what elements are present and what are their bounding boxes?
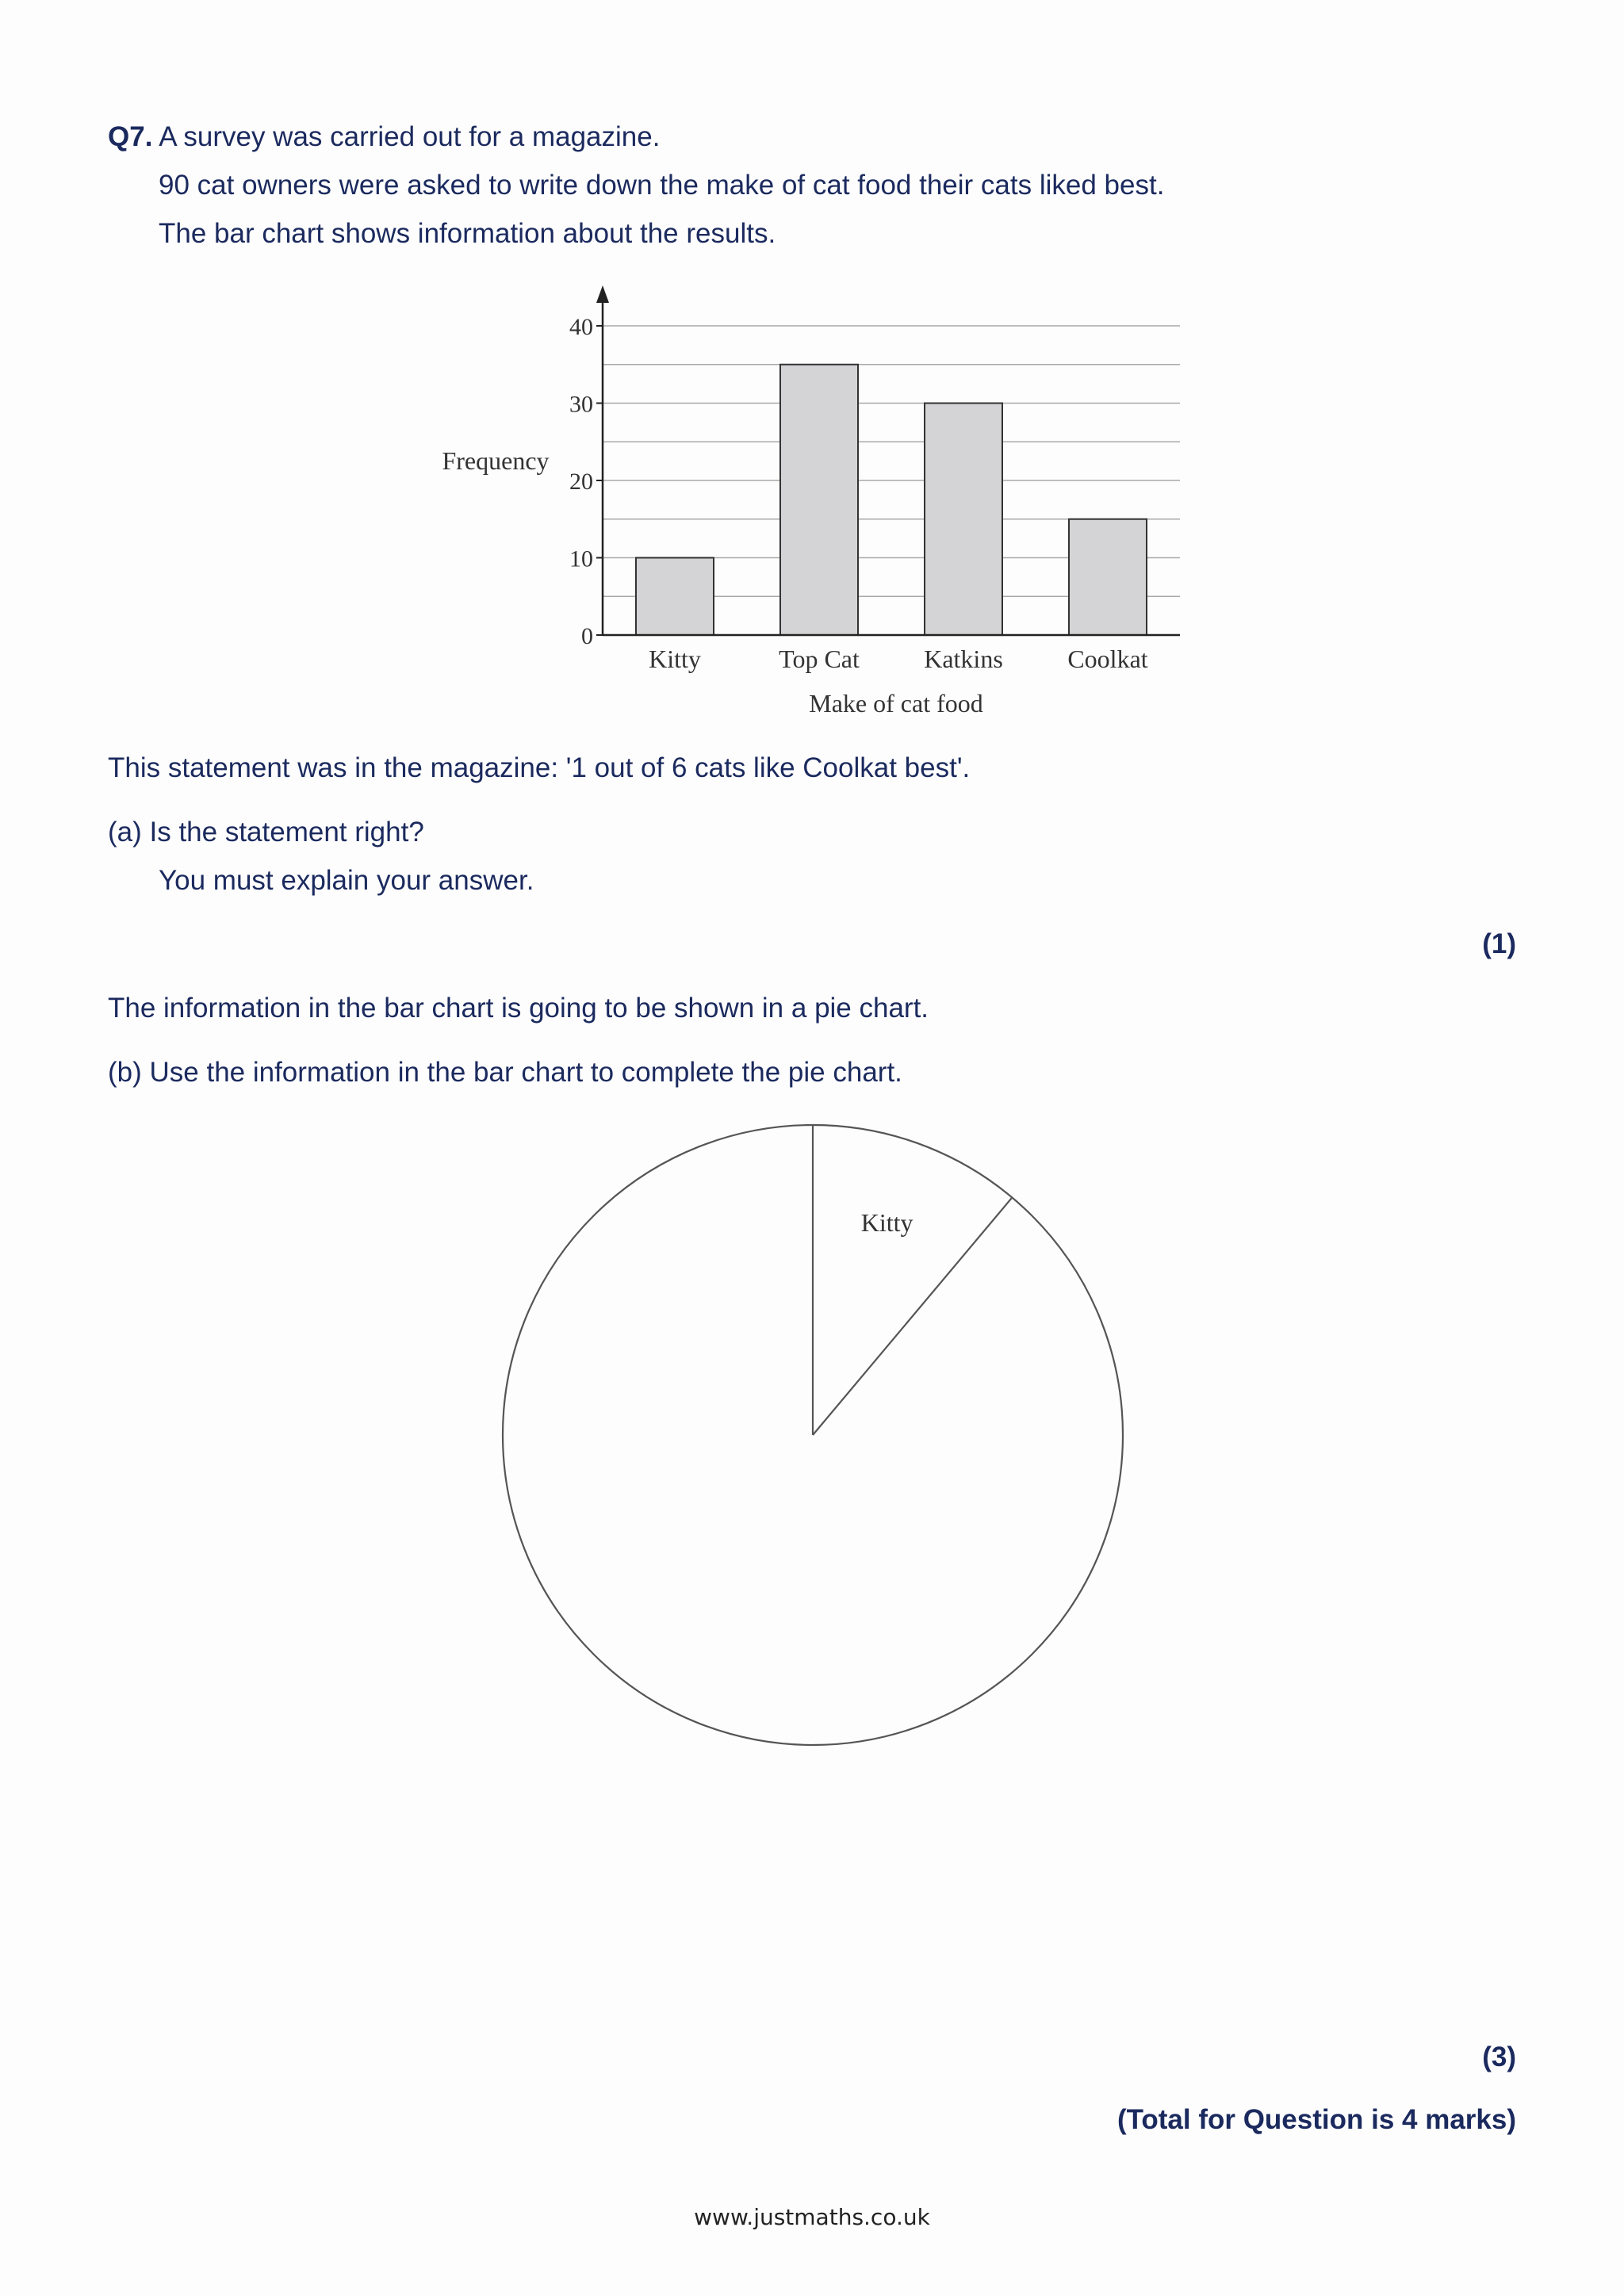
part-a-marks: (1) (1482, 928, 1516, 959)
pie-chart (492, 1114, 1134, 1756)
x-tick-label: Kitty (649, 645, 701, 673)
part-b-marks: (3) (1482, 2042, 1516, 2072)
question-intro-line (108, 121, 660, 154)
question-chart-intro: The bar chart shows information about the results. (159, 218, 776, 249)
y-tick-label: 0 (581, 623, 593, 649)
bar-chart-bars (636, 365, 1147, 635)
question-total-marks: (Total for Question is 4 marks) (1116, 2104, 1516, 2135)
bar-coolkat (1069, 519, 1147, 635)
pie-chart-intro: The information in the bar chart is going to be shown in a pie chart. (108, 993, 929, 1024)
x-tick-label: Katkins (924, 645, 1003, 673)
part-b-question: (b) Use the information in the bar chart to complete the pie chart. (108, 1057, 902, 1088)
magazine-statement: This statement was in the magazine: '1 out of 6 cats like Coolkat best'. (108, 752, 971, 783)
question-number: Q7. (108, 121, 153, 152)
pie-chart-slices (813, 1125, 1012, 1435)
bar-chart-x-axis-label: Make of cat food (809, 689, 983, 718)
y-axis-arrow-icon (596, 285, 609, 303)
part-a-instruction: You must explain your answer. (159, 865, 534, 896)
question-intro: A survey was carried out for a magazine. (159, 121, 661, 152)
x-tick-label: Top Cat (779, 645, 860, 673)
y-tick-label: 40 (569, 314, 593, 340)
footer-website: www.justmaths.co.uk (694, 2204, 930, 2230)
bar-kitty (636, 558, 714, 636)
pie-slice-label: Kitty (860, 1207, 914, 1237)
y-tick-label: 20 (569, 469, 593, 495)
bar-top-cat (780, 365, 858, 635)
x-tick-label: Coolkat (1067, 645, 1148, 673)
pie-chart-labels (861, 1208, 914, 1237)
bar-chart (396, 270, 1237, 729)
question-survey-detail: 90 cat owners were asked to write down the make of cat food their cats liked best. (159, 170, 1165, 201)
bar-katkins (925, 404, 1002, 636)
bar-chart-x-tick-labels (649, 645, 1148, 673)
part-a-question: (a) Is the statement right? (108, 817, 424, 848)
y-tick-label: 30 (569, 391, 593, 418)
y-tick-label: 10 (569, 545, 593, 572)
bar-chart-y-tick-labels (569, 314, 603, 649)
bar-chart-y-axis-label: Frequency (442, 446, 550, 475)
